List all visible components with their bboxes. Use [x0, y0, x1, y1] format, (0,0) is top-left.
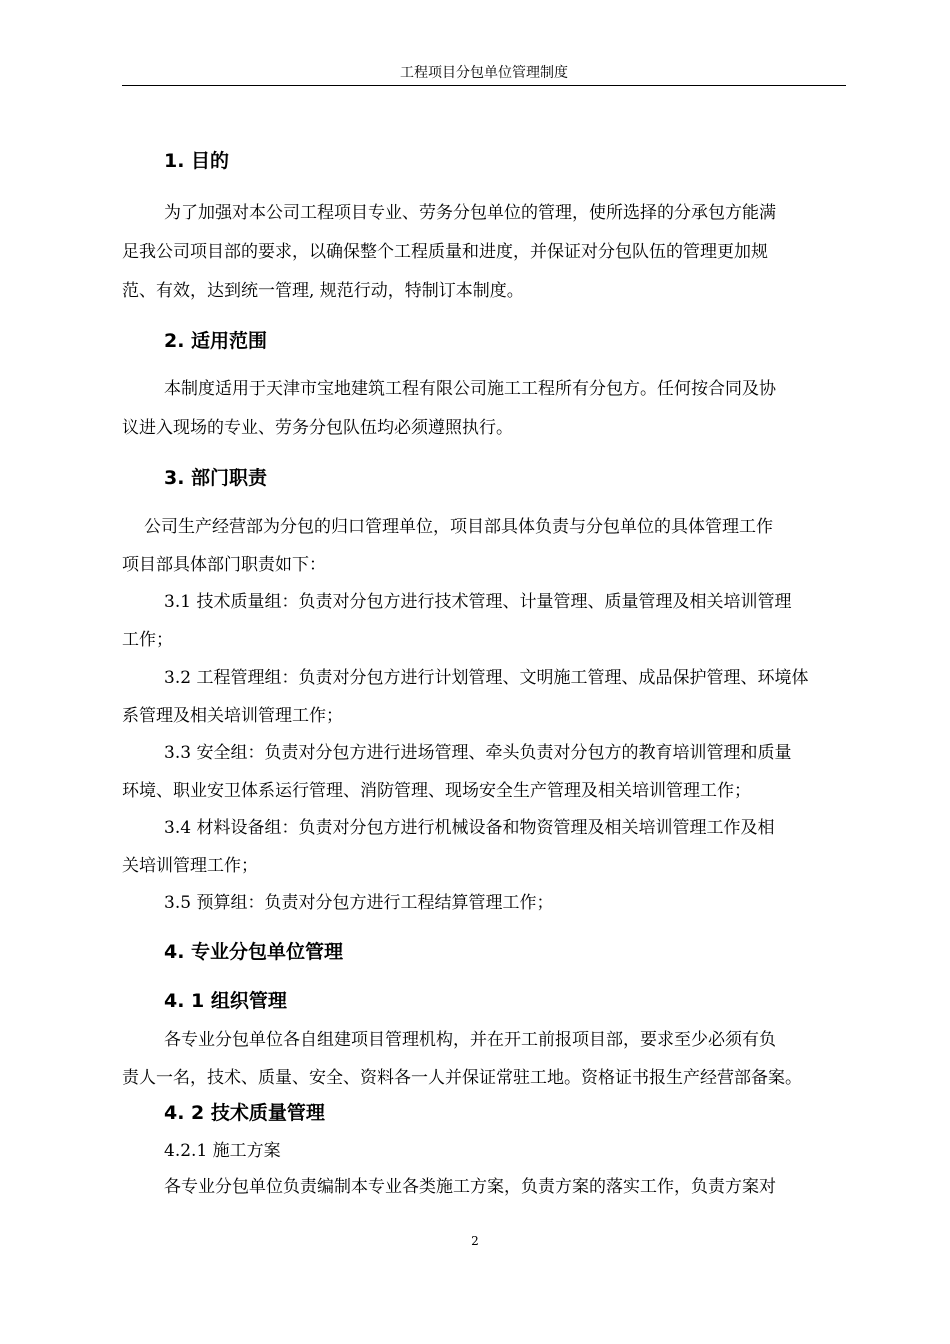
header-rule [122, 85, 846, 86]
paragraph-line: 各专业分包单位负责编制本专业各类施工方案，负责方案的落实工作，负责方案对 [164, 1177, 776, 1197]
paragraph-line: 各专业分包单位各自组建项目管理机构，并在开工前报项目部，要求至少必须有负 [164, 1030, 776, 1050]
paragraph-line: 项目部具体部门职责如下： [122, 555, 326, 575]
heading-purpose: 1. 目的 [164, 150, 230, 172]
page-number: 2 [471, 1234, 479, 1248]
paragraph-line: 4.2.1 施工方案 [164, 1141, 281, 1161]
paragraph-line: 公司生产经营部为分包的归口管理单位，项目部具体负责与分包单位的具体管理工作 [144, 517, 773, 537]
heading-technical-quality-management: 4. 2 技术质量管理 [164, 1102, 325, 1124]
paragraph-line: 议进入现场的专业、劳务分包队伍均必须遵照执行。 [122, 418, 513, 438]
heading-scope: 2. 适用范围 [164, 330, 268, 352]
heading-organization-management: 4. 1 组织管理 [164, 990, 287, 1012]
paragraph-line: 本制度适用于天津市宝地建筑工程有限公司施工工程所有分包方。任何按合同及协 [164, 379, 776, 399]
paragraph-line: 3.1 技术质量组：负责对分包方进行技术管理、计量管理、质量管理及相关培训管理 [164, 592, 792, 612]
paragraph-line: 工作； [122, 630, 173, 650]
paragraph-line: 环境、职业安卫体系运行管理、消防管理、现场安全生产管理及相关培训管理工作； [122, 781, 751, 801]
paragraph-line: 范、有效，达到统一管理, 规范行动，特制订本制度。 [122, 281, 524, 301]
running-header-title: 工程项目分包单位管理制度 [400, 65, 568, 81]
paragraph-line: 3.2 工程管理组：负责对分包方进行计划管理、文明施工管理、成品保护管理、环境体 [164, 668, 809, 688]
heading-department-duties: 3. 部门职责 [164, 467, 268, 489]
paragraph-line: 关培训管理工作； [122, 856, 258, 876]
paragraph-line: 为了加强对本公司工程项目专业、劳务分包单位的管理，使所选择的分承包方能满 [164, 203, 776, 223]
paragraph-line: 足我公司项目部的要求，以确保整个工程质量和进度，并保证对分包队伍的管理更加规 [122, 242, 768, 262]
paragraph-line: 系管理及相关培训管理工作； [122, 706, 343, 726]
paragraph-line: 3.4 材料设备组：负责对分包方进行机械设备和物资管理及相关培训管理工作及相 [164, 818, 775, 838]
paragraph-line: 3.3 安全组：负责对分包方进行进场管理、牵头负责对分包方的教育培训管理和质量 [164, 743, 792, 763]
paragraph-line: 3.5 预算组：负责对分包方进行工程结算管理工作； [164, 893, 554, 913]
paragraph-line: 责人一名，技术、质量、安全、资料各一人并保证常驻工地。资格证书报生产经营部备案。 [122, 1068, 802, 1088]
heading-subcontractor-management: 4. 专业分包单位管理 [164, 941, 344, 963]
